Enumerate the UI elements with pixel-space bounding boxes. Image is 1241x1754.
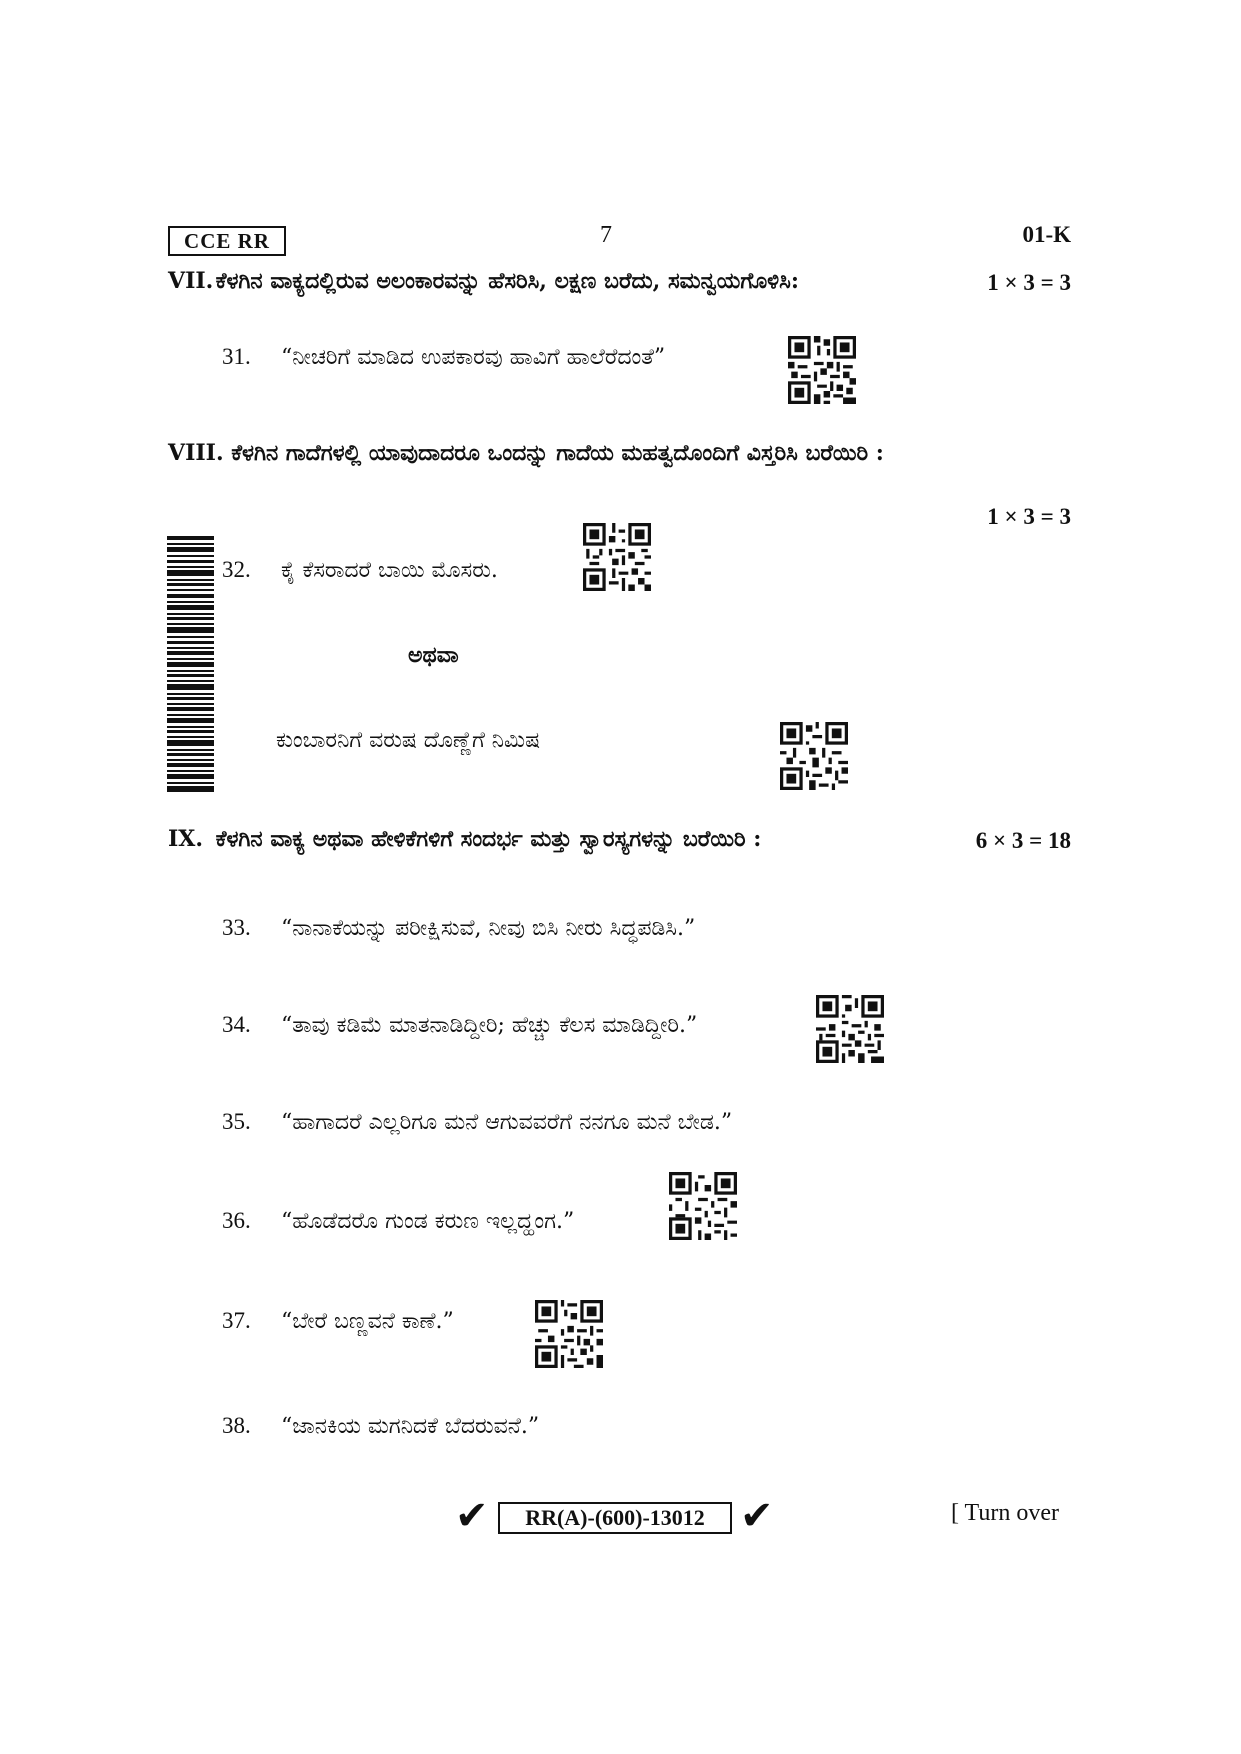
turn-over-label: [ Turn over <box>951 1500 1060 1526</box>
qr-code-icon <box>535 1300 603 1368</box>
question-number: 38. <box>222 1413 251 1438</box>
question-number: 31. <box>222 344 251 369</box>
qr-code-icon <box>583 523 651 591</box>
question-number: 35. <box>222 1109 251 1134</box>
qr-code-icon <box>816 995 884 1063</box>
question-38 <box>222 1413 539 1439</box>
section-roman: VII. <box>168 268 214 294</box>
section-instruction: ಕೆಳಗಿನ ಗಾದೆಗಳಲ್ಲಿ ಯಾವುದಾದರೂ ಒಂದನ್ನು ಗಾದೆಯ ಮಹತ್ವದೊಂದಿಗೆ ವಿಸ್ತರಿಸಿ ಬರೆಯಿರಿ : <box>231 440 884 466</box>
question-34 <box>222 1012 697 1038</box>
barcode-icon <box>167 536 214 792</box>
question-number: 34. <box>222 1012 251 1037</box>
question-number: 33. <box>222 915 251 940</box>
section-vii-marks: 1 × 3 = 3 <box>987 270 1071 295</box>
question-text: “ಜಾನಕಿಯ ಮಗನಿದಕೆ ಬೆದರುವನೆ.” <box>281 1414 540 1439</box>
page-number: 7 <box>600 222 612 248</box>
section-vii-heading <box>168 268 799 294</box>
question-text: “ಬೇರೆ ಬಣ್ಣವನೆ ಕಾಣೆ.” <box>281 1309 454 1334</box>
footer-code-box: RR(A)-(600)-13012 <box>498 1502 732 1534</box>
question-number: 32. <box>222 557 251 582</box>
question-36 <box>222 1208 574 1234</box>
section-ix-marks: 6 × 3 = 18 <box>975 828 1071 853</box>
question-number: 36. <box>222 1208 251 1233</box>
check-mark-icon: ✔ <box>740 1493 774 1539</box>
section-ix-heading <box>168 826 761 852</box>
section-roman: IX. <box>168 826 204 852</box>
qr-code-icon <box>780 722 848 790</box>
question-text: “ನಾನಾಕೆಯನ್ನು ಪರೀಕ್ಷಿಸುವೆ, ನೀವು ಬಿಸಿ ನೀರು ಸಿದ್ಧಪಡಿಸಿ.” <box>281 916 696 941</box>
section-viii-marks: 1 × 3 = 3 <box>987 504 1071 529</box>
question-text: “ಹಾಗಾದರೆ ಎಲ್ಲರಿಗೂ ಮನೆ ಆಗುವವರೆಗೆ ನನಗೂ ಮನೆ ಬೇಡ.” <box>281 1110 733 1135</box>
paper-series-box: CCE RR <box>168 226 286 256</box>
question-text: “ತಾವು ಕಡಿಮೆ ಮಾತನಾಡಿದ್ದೀರಿ; ಹೆಚ್ಚು ಕೆಲಸ ಮಾಡಿದ್ದೀರಿ.” <box>281 1013 698 1038</box>
section-instruction: ಕೆಳಗಿನ ವಾಕ್ಯ ಅಥವಾ ಹೇಳಿಕೆಗಳಿಗೆ ಸಂದರ್ಭ ಮತ್ತು ಸ್ವಾರಸ್ಯಗಳನ್ನು ಬರೆಯಿರಿ : <box>215 826 762 852</box>
question-31 <box>222 344 665 370</box>
section-instruction: ಕೆಳಗಿನ ವಾಕ್ಯದಲ್ಲಿರುವ ಅಲಂಕಾರವನ್ನು ಹೆಸರಿಸಿ, ಲಕ್ಷಣ ಬರೆದು, ಸಮನ್ವಯಗೊಳಿಸಿ: <box>215 268 799 294</box>
qr-code-icon <box>788 336 856 404</box>
qr-code-icon <box>669 1172 737 1240</box>
question-text: “ಹೊಡೆದರೊ ಗುಂಡ ಕರುಣ ಇಲ್ಲದ್ಹಂಗ.” <box>281 1209 575 1234</box>
section-roman: VIII. <box>168 440 224 466</box>
question-32-alternative: ಕುಂಬಾರನಿಗೆ ವರುಷ ದೊಣ್ಣೆಗೆ ನಿಮಿಷ <box>276 728 541 753</box>
paper-code: 01-K <box>1022 222 1071 247</box>
or-label: ಅಥವಾ <box>408 642 459 668</box>
question-37 <box>222 1308 454 1334</box>
question-35 <box>222 1109 732 1135</box>
question-32 <box>222 557 498 583</box>
question-33 <box>222 915 695 941</box>
section-viii-heading <box>168 440 884 466</box>
question-number: 37. <box>222 1308 251 1333</box>
check-mark-icon: ✔ <box>455 1493 489 1539</box>
question-text: ಕೈ ಕೆಸರಾದರೆ ಬಾಯಿ ಮೊಸರು. <box>281 558 498 583</box>
question-text: “ನೀಚರಿಗೆ ಮಾಡಿದ ಉಪಕಾರವು ಹಾವಿಗೆ ಹಾಲೆರೆದಂತೆ” <box>281 345 666 370</box>
